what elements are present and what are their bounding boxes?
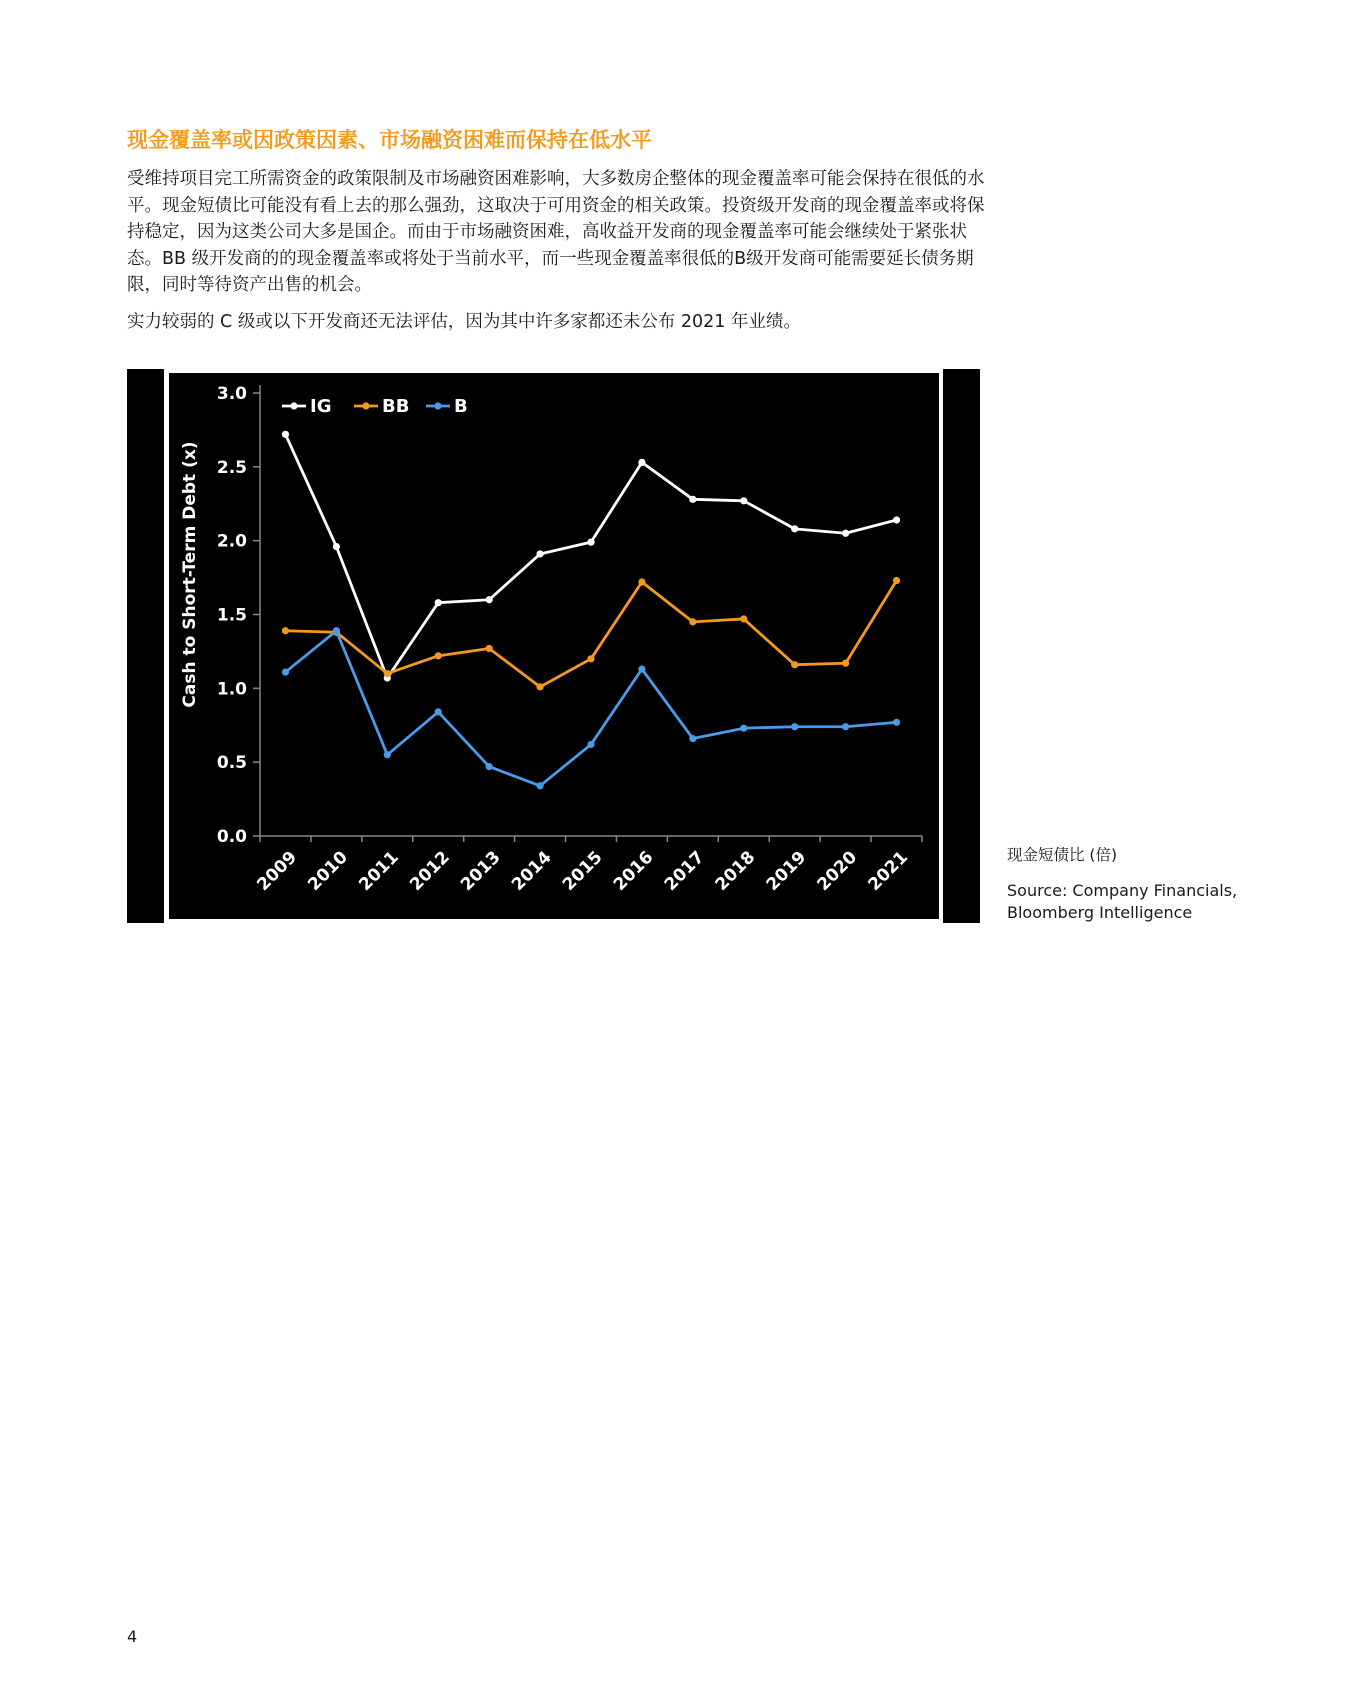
chart-left-bar xyxy=(127,369,164,923)
chart-caption: 现金短债比 (倍) xyxy=(1007,846,1118,864)
data-point-b xyxy=(842,723,849,730)
x-tick-label: 2009 xyxy=(253,847,301,896)
legend-marker-bb xyxy=(362,402,369,409)
data-point-bb xyxy=(842,660,849,667)
x-tick-label: 2016 xyxy=(609,847,658,896)
data-point-ig xyxy=(893,516,900,523)
y-tick-label: 1.0 xyxy=(216,679,247,700)
chart-right-bar xyxy=(943,369,980,923)
data-point-b xyxy=(435,708,442,715)
data-point-b xyxy=(689,735,696,742)
data-point-ig xyxy=(791,525,798,532)
y-tick-label: 2.5 xyxy=(216,457,247,478)
data-point-ig xyxy=(435,599,442,606)
data-point-b xyxy=(791,723,798,730)
data-point-bb xyxy=(486,645,493,652)
series-line-bb xyxy=(285,581,896,687)
data-point-b xyxy=(282,668,289,675)
legend-label-b: B xyxy=(454,396,468,417)
data-point-b xyxy=(893,719,900,726)
data-point-b xyxy=(333,627,340,634)
chart-frame xyxy=(169,373,939,919)
data-point-bb xyxy=(893,577,900,584)
x-tick-label: 2014 xyxy=(508,847,556,896)
x-tick-label: 2011 xyxy=(355,847,403,896)
data-point-ig xyxy=(333,543,340,550)
data-point-bb xyxy=(638,578,645,585)
data-point-b xyxy=(486,763,493,770)
legend-marker-ig xyxy=(290,402,297,409)
data-point-b xyxy=(587,741,594,748)
section-heading: 现金覆盖率或因政策因素、市场融资困难而保持在低水平 xyxy=(127,128,652,152)
chart-source: Source: Company Financials, Bloomberg Intelligence xyxy=(1007,881,1238,922)
data-point-ig xyxy=(282,431,289,438)
data-point-bb xyxy=(791,661,798,668)
data-point-bb xyxy=(587,655,594,662)
y-tick-label: 3.0 xyxy=(216,384,247,404)
x-tick-label: 2020 xyxy=(813,847,862,896)
data-point-b xyxy=(384,751,391,758)
data-point-b xyxy=(638,666,645,673)
data-point-b xyxy=(536,782,543,789)
data-point-ig xyxy=(689,496,696,503)
y-tick-label: 0.5 xyxy=(216,753,247,774)
data-point-bb xyxy=(282,627,289,634)
data-point-bb xyxy=(384,670,391,677)
page-number: 4 xyxy=(127,1627,138,1646)
line-chart xyxy=(169,373,939,919)
paragraph-1: 受维持项目完工所需资金的政策限制及市场融资困难影响，大多数房企整体的现金覆盖率可能会保持在很低的水平。现金短债比可能没有看上去的那么强劲，这取决于可用资金的相关政策。投资级开发商的现金覆盖率或将保持稳定，因为这类公司大多是国企。而由于市场融资困难，高收益开发商的现金覆盖率可能会继续处于紧张状态。BB 级开发商的的现金覆盖率或将处于当前水平，而一些现金覆盖率很低的B级开发商可能需要延长债务期限，同时等待资产出售的机会。 xyxy=(127,169,985,295)
x-tick-label: 2015 xyxy=(558,847,607,896)
y-tick-label: 2.0 xyxy=(216,531,247,552)
legend-label-bb: BB xyxy=(382,396,410,417)
y-tick-label: 0.0 xyxy=(216,827,247,847)
data-point-ig xyxy=(536,550,543,557)
data-point-ig xyxy=(587,539,594,546)
y-tick-label: 1.5 xyxy=(216,605,247,626)
data-point-bb xyxy=(536,683,543,690)
y-axis-label: Cash to Short-Term Debt (x) xyxy=(180,441,200,708)
x-tick-label: 2019 xyxy=(762,847,811,896)
x-tick-label: 2018 xyxy=(711,847,760,896)
x-tick-label: 2010 xyxy=(304,847,352,896)
series-line-ig xyxy=(285,434,896,678)
legend-marker-b xyxy=(434,402,441,409)
data-point-bb xyxy=(689,618,696,625)
x-tick-label: 2017 xyxy=(660,847,709,896)
x-tick-label: 2012 xyxy=(406,847,454,896)
x-tick-label: 2013 xyxy=(457,847,505,896)
legend-label-ig: IG xyxy=(310,396,332,417)
data-point-ig xyxy=(638,459,645,466)
data-point-ig xyxy=(486,596,493,603)
data-point-ig xyxy=(740,497,747,504)
data-point-b xyxy=(740,725,747,732)
data-point-bb xyxy=(435,652,442,659)
paragraph-2: 实力较弱的 C 级或以下开发商还无法评估，因为其中许多家都还未公布 2021 年业绩。 xyxy=(127,312,802,332)
x-tick-label: 2021 xyxy=(864,847,913,896)
data-point-ig xyxy=(842,530,849,537)
data-point-bb xyxy=(740,615,747,622)
